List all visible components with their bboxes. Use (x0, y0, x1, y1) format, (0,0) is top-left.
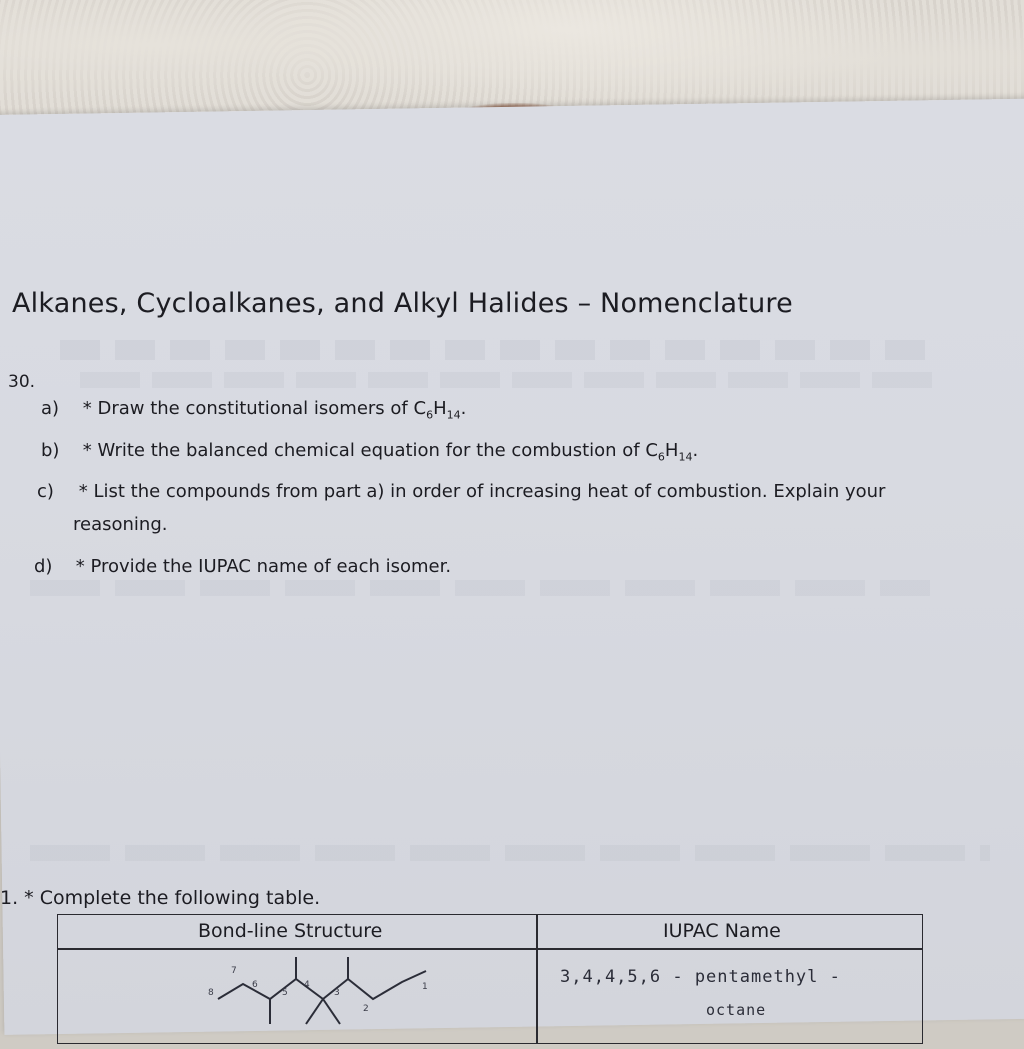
carbon-number: 8 (208, 988, 214, 998)
chemical-formula: $C_6H_{14}$ (413, 398, 461, 422)
item-label: c) (37, 481, 54, 502)
header-bond-line-structure: Bond-line Structure (198, 920, 383, 942)
bleed-through-line (80, 372, 940, 388)
question-item-b: b) * Write the balanced chemical equation for the combustion of $C_6H_{14}$. (41, 440, 699, 464)
bleed-through-line (30, 845, 990, 861)
item-text: * Provide the IUPAC name of each isomer. (75, 556, 452, 577)
carbon-number: 2 (363, 1004, 369, 1014)
page-title: Alkanes, Cycloalkanes, and Alkyl Halides – Nomenclature (12, 288, 793, 319)
table-prompt: 1. * Complete the following table. (0, 887, 321, 909)
question-item-c (37, 481, 885, 502)
bond-line-structure-drawing (188, 949, 488, 1049)
item-label: a) (41, 398, 60, 419)
item-text: * Draw the constitutional isomers of (82, 398, 414, 419)
carbon-number: 3 (334, 988, 340, 998)
carbon-number: 7 (231, 966, 237, 976)
bleed-through-line (60, 340, 940, 360)
item-text-line2: reasoning. (73, 514, 168, 535)
handwritten-iupac-name-line1: 3,4,4,5,6 - pentamethyl - (560, 967, 841, 987)
item-label: d) (34, 556, 53, 577)
header-iupac-name: IUPAC Name (663, 920, 781, 942)
methyl-branch (323, 999, 340, 1024)
question-item-d (34, 556, 451, 577)
bleed-through-line (30, 580, 930, 596)
chemical-formula: $C_6H_{14}$ (645, 440, 693, 464)
item-text-line1: * List the compounds from part a) in order of increasing heat of combustion. Explain your (78, 481, 886, 502)
carbon-number: 4 (304, 980, 310, 990)
carbon-number: 5 (282, 988, 288, 998)
item-label: b) (41, 440, 60, 461)
methyl-branch (306, 999, 323, 1024)
question-item-a: a) * Draw the constitutional isomers of $C_6H_{14}$. (41, 398, 467, 422)
carbon-number: 1 (422, 982, 428, 992)
nomenclature-table (57, 914, 923, 1044)
carbon-number: 6 (252, 980, 258, 990)
handwritten-iupac-name-line2: octane (706, 1001, 767, 1019)
question-number: 30. (8, 372, 36, 392)
item-text: * Write the balanced chemical equation for the combustion of (82, 440, 646, 461)
